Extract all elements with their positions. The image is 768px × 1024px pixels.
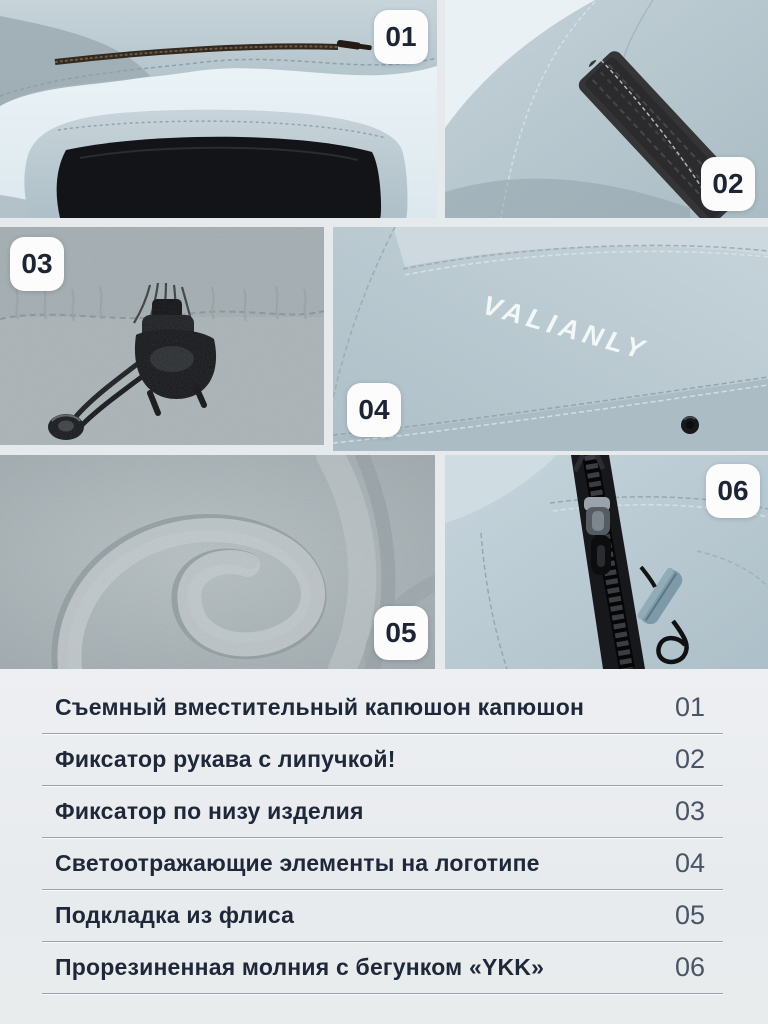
legend-row-1 [42, 682, 723, 734]
legend-row-6 [42, 942, 723, 994]
tile-fleece-lining [0, 455, 435, 669]
callout-badge-05: 05 [374, 606, 428, 660]
tile-hood [0, 0, 437, 218]
tile-sleeve-velcro [445, 0, 768, 218]
legend-label: Съемный вместительный капюшон капюшон [55, 694, 585, 720]
tile-hem-cord-lock [0, 227, 324, 445]
legend-row-3 [42, 786, 723, 838]
callout-badge-03: 03 [10, 237, 64, 291]
legend-label: Фиксатор по низу изделия [55, 798, 364, 824]
legend-label: Подкладка из флиса [55, 902, 295, 928]
legend-row-2 [42, 734, 723, 786]
legend-row-5 [42, 890, 723, 942]
fleece-lining-illustration [0, 455, 435, 669]
legend-number: 02 [674, 744, 705, 774]
callout-badge-02: 02 [701, 157, 755, 211]
legend-number: 04 [674, 848, 705, 878]
brand-logo-text: VALIANLY [479, 289, 652, 366]
legend-label: Прорезиненная молния с бегунком «YKK» [55, 954, 545, 980]
legend-number: 03 [674, 796, 705, 826]
legend-label: Фиксатор рукава с липучкой! [55, 746, 396, 772]
legend-number: 05 [674, 900, 705, 930]
callout-badge-06: 06 [706, 464, 760, 518]
legend-number: 06 [674, 952, 705, 982]
tile-ykk-zipper [445, 455, 768, 669]
legend-row-4 [42, 838, 723, 890]
legend-label: Светоотражающие элементы на логотипе [55, 850, 540, 876]
callout-badge-04: 04 [347, 383, 401, 437]
legend-number: 01 [674, 692, 705, 722]
callout-badge-01: 01 [374, 10, 428, 64]
tile-reflective-logo [333, 227, 768, 451]
hood-photo-illustration [0, 0, 437, 218]
feature-legend [0, 669, 768, 1024]
snap-button [681, 416, 699, 434]
